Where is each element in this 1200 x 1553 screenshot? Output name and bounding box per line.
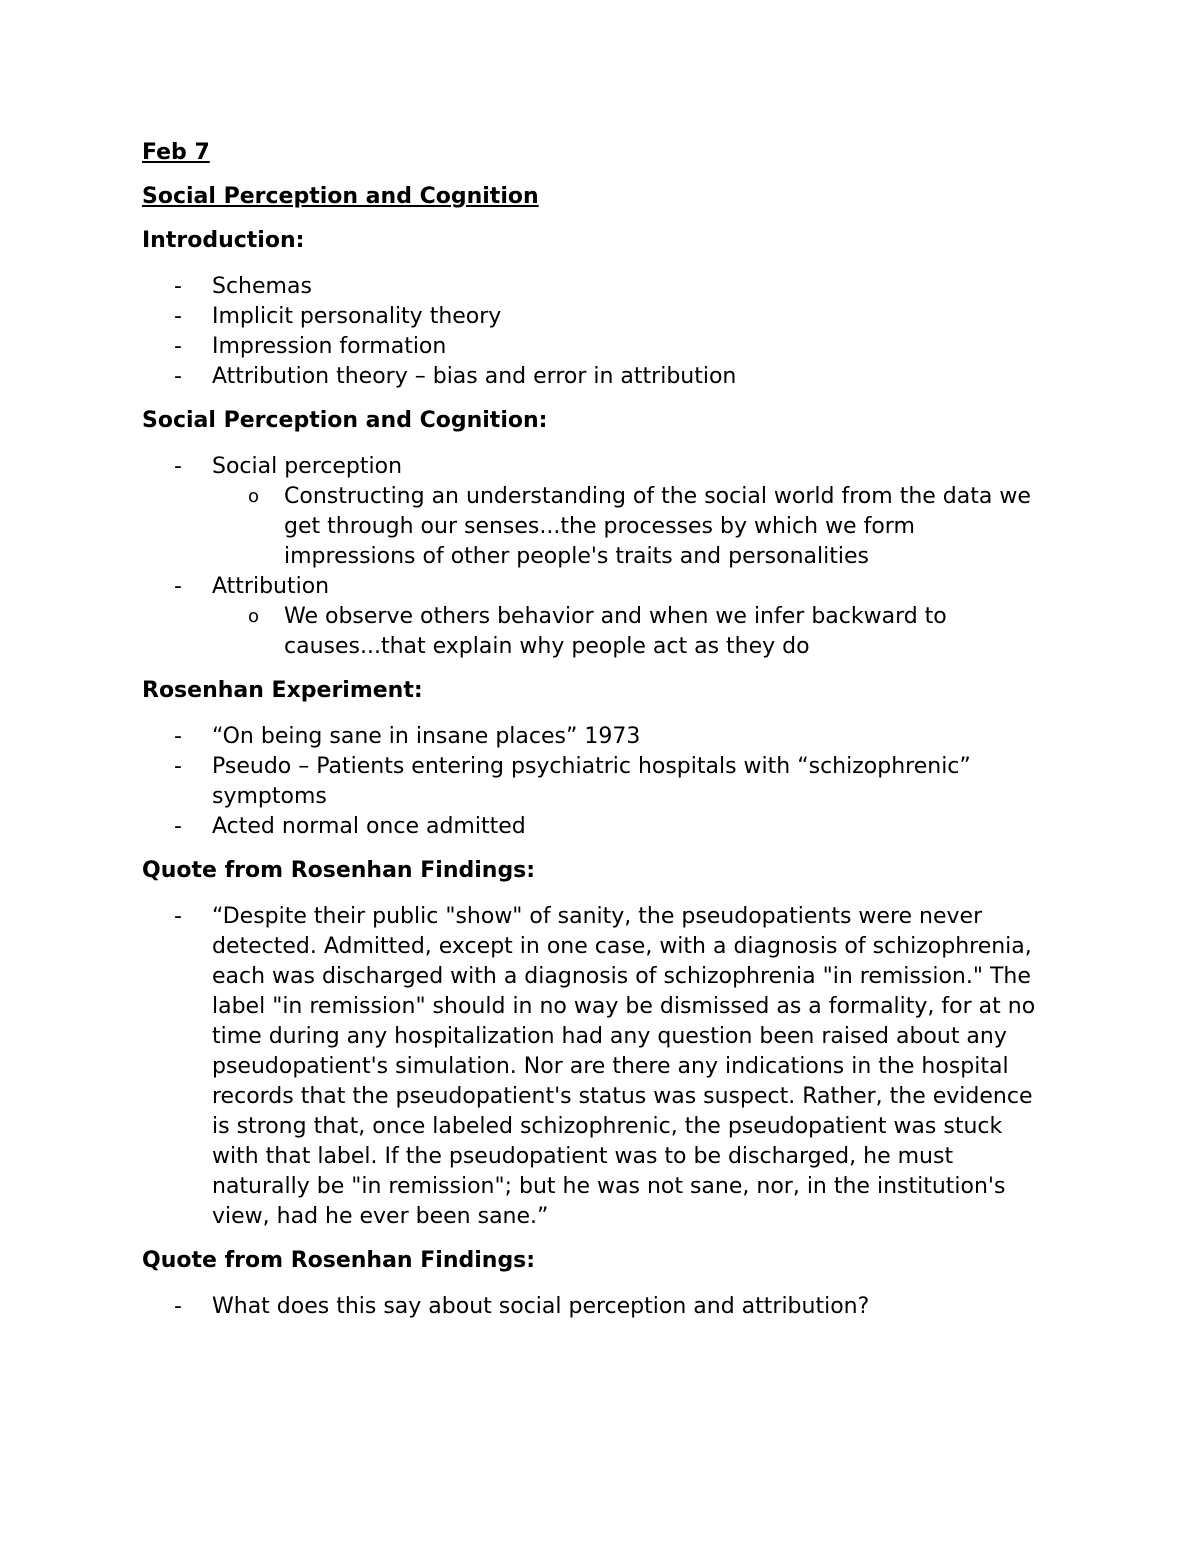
sub-list-item <box>212 482 1052 572</box>
list-item-text: What does this say about social perception and attribution? <box>212 1294 870 1319</box>
rosenhan-quote-list <box>142 902 1052 1232</box>
circle-bullet: o <box>248 486 260 507</box>
list-item <box>142 272 1052 302</box>
list-item <box>142 812 1052 842</box>
dash-bullet: - <box>174 364 182 389</box>
dash-bullet: - <box>174 814 182 839</box>
list-item-text: Social perception <box>212 454 403 479</box>
list-item <box>142 572 1052 662</box>
dash-bullet: - <box>174 1294 182 1319</box>
dash-bullet: - <box>174 274 182 299</box>
sub-list <box>212 602 1052 662</box>
sub-list <box>212 482 1052 572</box>
list-item-text: Implicit personality theory <box>212 304 502 329</box>
introduction-list <box>142 272 1052 392</box>
quote-text: “Despite their public "show" of sanity, the pseudopatients were never detected. Admitted, except in one case, with a diagnosis of schizophrenia, each was discharged with a diagnosis of schizophrenia "in remission." The label "in remission" should in no way be dismissed as a formality, for at no time during any hospitalization had any question been raised about any pseudopatient's simulation. Nor are there any indications in the hospital records that the pseudopatient's status was suspect. Rather, the evidence is strong that, once labeled schizophrenic, the pseudopatient was stuck with that label. If the pseudopatient was to be discharged, he must naturally be "in remission"; but he was not sane, nor, in the institution's view, had he ever been sane.” <box>212 904 1036 1229</box>
section-heading-rosenhan-quote: Quote from Rosenhan Findings: <box>142 858 536 883</box>
social-perception-list <box>142 452 1052 662</box>
dash-bullet: - <box>174 574 182 599</box>
list-item <box>142 452 1052 572</box>
section-heading-rosenhan-question: Quote from Rosenhan Findings: <box>142 1248 536 1273</box>
list-item <box>142 902 1052 1232</box>
section-heading-introduction: Introduction: <box>142 228 305 253</box>
section-heading-social-perception: Social Perception and Cognition: <box>142 408 548 433</box>
sub-list-item <box>212 602 1052 662</box>
list-item-text: Pseudo – Patients entering psychiatric hospitals with “schizophrenic” symptoms <box>212 754 971 809</box>
list-item-text: “On being sane in insane places” 1973 <box>212 724 641 749</box>
list-item <box>142 1292 1052 1322</box>
section-heading-rosenhan-experiment: Rosenhan Experiment: <box>142 678 423 703</box>
dash-bullet: - <box>174 304 182 329</box>
circle-bullet: o <box>248 606 260 627</box>
list-item <box>142 722 1052 752</box>
list-item-text: Acted normal once admitted <box>212 814 526 839</box>
list-item <box>142 362 1052 392</box>
dash-bullet: - <box>174 754 182 779</box>
list-item-text: Attribution theory – bias and error in attribution <box>212 364 737 389</box>
sub-list-item-text: We observe others behavior and when we infer backward to causes...that explain why people act as they do <box>284 604 947 659</box>
rosenhan-question-list <box>142 1292 1052 1322</box>
dash-bullet: - <box>174 454 182 479</box>
list-item <box>142 302 1052 332</box>
dash-bullet: - <box>174 724 182 749</box>
document-page <box>142 138 1052 1336</box>
list-item-text: Attribution <box>212 574 330 599</box>
list-item <box>142 332 1052 362</box>
dash-bullet: - <box>174 904 182 929</box>
document-title: Social Perception and Cognition <box>142 184 539 209</box>
list-item-text: Schemas <box>212 274 312 299</box>
rosenhan-experiment-list <box>142 722 1052 842</box>
list-item-text: Impression formation <box>212 334 447 359</box>
list-item <box>142 752 1052 812</box>
document-date: Feb 7 <box>142 140 210 165</box>
sub-list-item-text: Constructing an understanding of the social world from the data we get through our senses...the processes by which we form impressions of other people's traits and personalities <box>284 484 1031 569</box>
dash-bullet: - <box>174 334 182 359</box>
